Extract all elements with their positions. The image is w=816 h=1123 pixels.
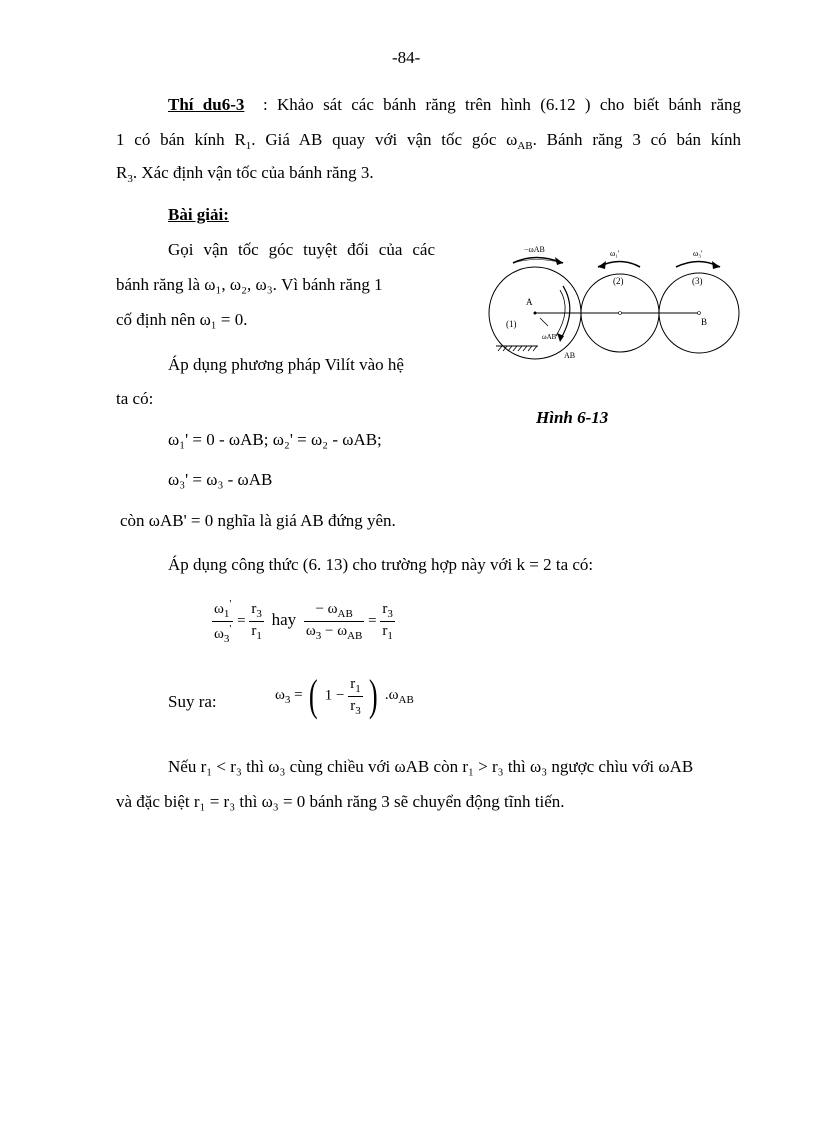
example-text-2a: 1 có bán kính R [116,130,246,149]
gear-figure [488,238,750,368]
fig-label-b: B [701,317,708,327]
solution-p4: Áp dụng công thức (6. 13) cho trường hợp này với k = 2 ta có: [168,555,594,574]
example-text-2b: . Giá AB quay với vận tốc góc ω [251,130,518,149]
fig-label-2: (2) [613,276,624,286]
fig-label-omega-ab-small: ωAB [542,333,557,341]
fraction-r3-r1: $\frac{r_3}{r_1}$ [251,601,262,642]
example-sub-3: 3 [127,173,133,185]
page-number: -84- [392,48,421,67]
hay-word: hay [271,609,297,629]
fig-label-ab: AB [564,351,576,360]
figure-caption: Hình 6-13 [536,408,609,427]
solution-p1-line3: cố định nên ω₁ = 0. [116,310,248,329]
formula-omega3: $\omega_3$ = ( 1 − $\frac{r_1}{r_3}$ ) $.\omega_{AB}$ [275,671,414,720]
solution-p3: còn ωAB' = 0 nghĩa là giá AB đứng yên. [120,511,396,530]
fig-label-omega1: ω₁' [610,249,620,258]
example-line-3 [116,163,374,189]
example-text-2c: . Bánh răng 3 có bán kính [532,130,742,149]
equation-1: ω₁' = 0 - ωAB; ω₂' = ω₂ - ωAB; [168,430,382,449]
solution-p1-line1: Gọi vận tốc góc tuyệt đối của các [168,240,435,259]
solution-p2-line1: Áp dụng phương pháp Vilít vào hệ [168,355,404,374]
formula-ratio: $\frac{\omega_1'}{\omega_3'}$ = $\frac{r_3}{r_1}$ hay $\frac{- \omega_{AB}}{\omega_3 - \omega_{AB}}$ = $\frac{r_3}{r_1}$ [214,598,393,645]
fraction-omega-ab: $\frac{- \omega_{AB}}{\omega_3 - \omega_{AB}}$ [305,601,363,642]
suy-ra-label: Suy ra: [168,692,217,711]
fraction-r3-r1-b: $\frac{r_3}{r_1}$ [382,601,393,642]
fraction-omega1-omega3: $\frac{\omega_1'}{\omega_3'}$ [214,598,232,645]
equation-2: ω₃' = ω₃ - ωAB [168,470,273,489]
solution-p1-line2: bánh răng là ω₁, ω₂, ω₃. Vì bánh răng 1 [116,275,383,294]
example-line-1 [168,95,741,115]
example-sub-2b: AB [517,140,533,152]
fig-label-omega3: ω₃' [693,249,703,258]
example-text-3b: . Xác định vận tốc của bánh răng 3. [132,163,374,182]
fig-label-omega-ab: −ωAB [524,245,545,254]
example-title: Thí du6-3 [168,95,245,114]
example-text-3a: R [116,163,128,182]
example-text-1: : Khảo sát các bánh răng trên hình (6.12 ) cho biết bánh răng [262,95,741,114]
example-line-2 [116,130,741,156]
solution-p5-line1: Nếu r₁ < r₃ thì ω₃ cùng chiều với ωAB còn r₁ > r₃ thì ω₃ ngược chìu với ωAB [168,757,694,776]
solution-heading: Bài giải: [168,205,229,224]
fig-label-3: (3) [692,276,703,286]
fig-label-1: (1) [506,319,517,329]
fig-label-a: A [526,297,533,307]
solution-p5-line2: và đặc biệt r₁ = r₃ thì ω₃ = 0 bánh răng 3 sẽ chuyển động tĩnh tiến. [116,792,565,811]
example-sub-2a: 1 [245,140,252,152]
solution-p2-line2: ta có: [116,389,154,408]
